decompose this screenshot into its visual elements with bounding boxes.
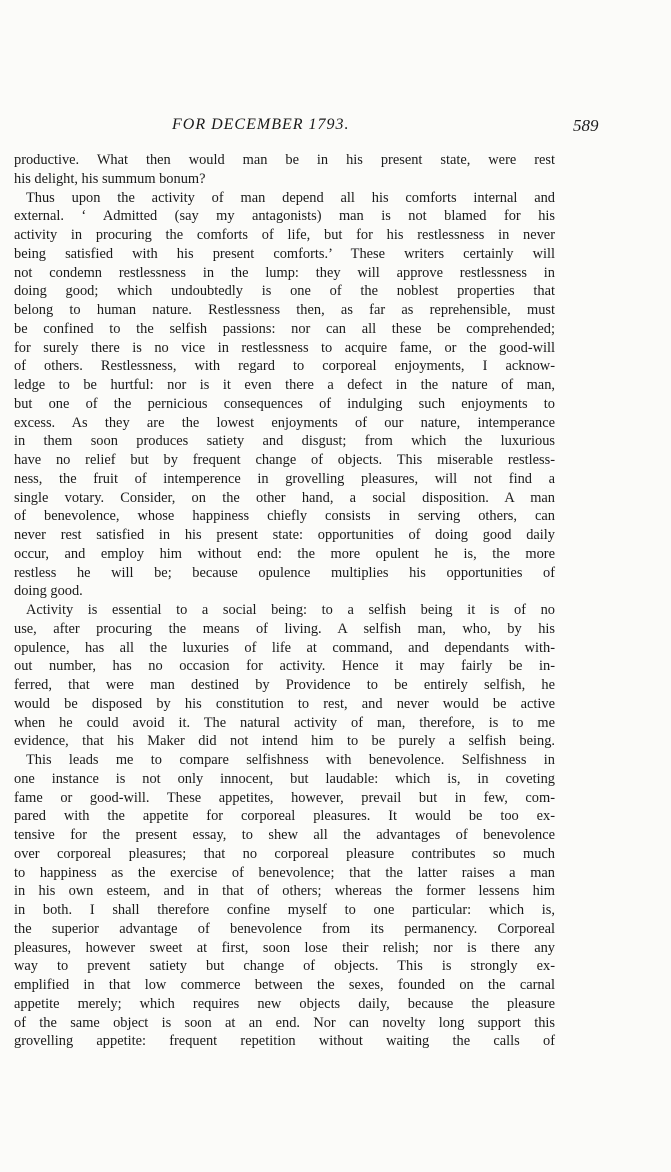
text-line: his delight, his summum bonum? (14, 170, 206, 187)
text-line: occur, and employ him without end: the more opulent he is, the more (14, 545, 555, 562)
text-line: appetite merely; which requires new objects daily, because the pleasure (14, 995, 555, 1012)
text-line: one instance is not only innocent, but laudable: which is, in coveting (14, 770, 555, 787)
text-line: use, after procuring the means of living. A selfish man, who, by his (14, 620, 555, 637)
text-line: pared with the appetite for corporeal pleasures. It would be too ex- (14, 808, 555, 825)
text-line: being satisfied with his present comforts.’ These writers certainly will (14, 245, 555, 262)
text-line: ledge to be hurtful: nor is it even there a defect in the nature of man, (14, 377, 555, 393)
text-line: be confined to the selfish passions: nor can all these be comprehended; (14, 320, 555, 337)
text-line: tensive for the present essay, to shew all the advantages of benevolence (14, 827, 555, 843)
text-line: external. ‘ Admitted (say my antagonists) man is not blamed for his (14, 208, 555, 225)
text-line: This leads me to compare selfishness with benevolence. Selfishness in (26, 752, 555, 768)
text-line: in them soon produces satiety and disgust; from which the luxurious (14, 433, 555, 450)
page-header (0, 116, 671, 140)
text-line: fame or good-will. These appetites, however, prevail but in few, com- (14, 789, 555, 806)
text-line: ness, the fruit of intemperence in grovelling pleasures, will not find a (14, 470, 555, 487)
text-line: grovelling appetite: frequent repetition without waiting the calls of (14, 1033, 555, 1050)
body-text (14, 151, 555, 1051)
text-line: emplified in that low commerce between the sexes, founded on the carnal (14, 977, 555, 993)
text-line: the superior advantage of benevolence from its permanency. Corporeal (14, 920, 555, 937)
text-line: never rest satisfied in his present state: opportunities of doing good daily (14, 527, 555, 543)
text-line: in his own esteem, and in that of others; whereas the former lessens him (14, 883, 555, 900)
text-line: pleasures, however sweet at first, soon lose their relish; nor is there any (14, 939, 555, 956)
text-line: have no relief but by frequent change of objects. This miserable restless- (14, 452, 555, 468)
text-line: of others. Restlessness, with regard to corporeal enjoyments, I acknow- (14, 358, 555, 375)
text-line: but one of the pernicious consequences of indulging such enjoyments to (14, 395, 555, 412)
text-line: excess. As they are the lowest enjoyments of our nature, intemperance (14, 414, 555, 431)
text-line: in both. I shall therefore confine myself to one particular: which is, (14, 902, 555, 918)
running-head: FOR DECEMBER 1793. (172, 116, 350, 133)
text-line: would be disposed by his constitution to rest, and never would be active (14, 695, 555, 712)
text-line: doing good; which undoubtedly is one of the noblest properties that (14, 283, 555, 300)
text-line: activity in procuring the comforts of life, but for his restlessness in never (14, 227, 555, 243)
text-line: way to prevent satiety but change of objects. This is strongly ex- (14, 958, 555, 975)
text-line: belong to human nature. Restlessness then, as far as reprehensible, must (14, 302, 555, 318)
text-line: not condemn restlessness in the lump: they will approve restlessness in (14, 264, 555, 281)
text-line: productive. What then would man be in his present state, were rest (14, 152, 555, 168)
text-line: opulence, has all the luxuries of life at command, and dependants with- (14, 639, 555, 656)
text-line: of the same object is soon at an end. Nor can novelty long support this (14, 1014, 555, 1031)
text-line: for surely there is no vice in restlessness to acquire fame, or the good-will (14, 339, 555, 356)
text-line: doing good. (14, 583, 83, 600)
text-line: Thus upon the activity of man depend all his comforts internal and (26, 189, 555, 206)
text-line: ferred, that were man destined by Providence to be entirely selfish, he (14, 677, 555, 693)
text-line: out number, has no occasion for activity. Hence it may fairly be in- (14, 658, 555, 675)
text-line: single votary. Consider, on the other hand, a social disposition. A man (14, 489, 555, 506)
text-line: over corporeal pleasures; that no corporeal pleasure contributes so much (14, 845, 555, 862)
text-line: evidence, that his Maker did not intend him to be purely a selfish being. (14, 733, 555, 750)
text-line: Activity is essential to a social being: to a selfish being it is of no (26, 602, 555, 618)
text-line: of benevolence, whose happiness chiefly consists in serving others, can (14, 508, 555, 525)
page-number: 589 (573, 116, 599, 135)
text-line: when he could avoid it. The natural activity of man, therefore, is to me (14, 714, 555, 731)
text-line: to happiness as the exercise of benevolence; that the latter raises a man (14, 864, 555, 881)
text-line: restless he will be; because opulence multiplies his opportunities of (14, 564, 555, 581)
